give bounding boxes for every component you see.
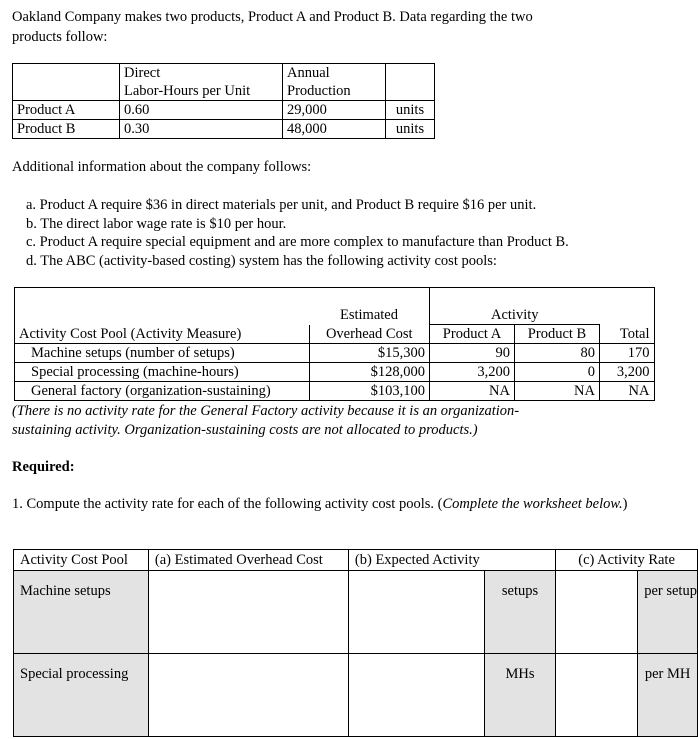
intro-text: [12, 7, 612, 47]
header-direct-labor: [120, 64, 283, 101]
table-header-row: [13, 64, 435, 101]
table-row: [13, 101, 435, 120]
pool-product-b: 0: [515, 363, 600, 382]
organization-sustaining-note: [12, 402, 612, 440]
header-estimated: [309, 288, 430, 325]
pool-cost: $128,000: [309, 363, 430, 382]
intro-line-1: Oakland Company makes two products, Product A and Product B. Data regarding the two: [12, 9, 533, 25]
product-unit: units: [386, 101, 435, 120]
table-row: [14, 571, 698, 654]
ws-pool-name: Machine setups: [14, 571, 149, 654]
question-1: [12, 495, 632, 514]
product-name: Product A: [13, 101, 120, 120]
ws-header-activity: (b) Expected Activity: [348, 550, 555, 571]
header-empty-cell: [13, 64, 120, 101]
note-line-1: (There is no activity rate for the General Factory activity because it is an organization-: [12, 403, 520, 419]
header-overhead-cost: Overhead Cost: [309, 325, 430, 344]
table-header-row: [15, 325, 655, 344]
pool-product-a: 90: [430, 344, 515, 363]
table-header-row: [15, 288, 655, 325]
table-header-row: [14, 550, 698, 571]
table-row: [15, 363, 655, 382]
product-production: 29,000: [283, 101, 386, 120]
activity-cost-pool-table: [14, 287, 655, 401]
table-row: [15, 344, 655, 363]
list-item: c. Product A require special equipment and are more complex to manufacture than Product B.: [26, 234, 569, 250]
product-unit: units: [386, 120, 435, 139]
pool-cost: $103,100: [309, 382, 430, 401]
header-direct-line1: Direct: [124, 65, 161, 81]
additional-info-list: [26, 196, 569, 270]
ws-rate-unit: per MH: [638, 654, 698, 737]
table-row: [13, 120, 435, 139]
pool-product-b: NA: [515, 382, 600, 401]
ws-overhead-input[interactable]: [148, 654, 348, 737]
ws-rate-input[interactable]: [556, 654, 638, 737]
pool-product-b: 80: [515, 344, 600, 363]
ws-pool-name: Special processing: [14, 654, 149, 737]
header-total: Total: [600, 325, 655, 344]
note-line-2: sustaining activity. Organization-sustaining costs are not allocated to products.): [12, 422, 478, 438]
pool-product-a: 3,200: [430, 363, 515, 382]
ws-header-pool: Activity Cost Pool: [14, 550, 149, 571]
header-activity-label: Activity: [490, 307, 539, 323]
required-heading: Required:: [12, 459, 75, 475]
pool-total: 3,200: [600, 363, 655, 382]
list-item: b. The direct labor wage rate is $10 per hour.: [26, 215, 287, 232]
list-item: d. The ABC (activity-based costing) system has the following activity cost pools:: [26, 252, 497, 269]
ws-header-rate: (c) Activity Rate: [556, 550, 698, 571]
pool-name: General factory (organization-sustaining): [15, 382, 310, 401]
question-close: ): [622, 496, 628, 512]
header-product-b: Product B: [515, 325, 600, 344]
activity-rate-worksheet: [13, 549, 698, 737]
ws-activity-unit: MHs: [484, 654, 555, 737]
header-annual-line1: Annual: [287, 65, 330, 81]
header-direct-line2: Labor-Hours per Unit: [124, 83, 251, 99]
table-row: [14, 654, 698, 737]
ws-overhead-input[interactable]: [148, 571, 348, 654]
header-product-a: Product A: [430, 325, 515, 344]
pool-total: NA: [628, 383, 650, 399]
header-annual-line2: Production: [287, 83, 351, 99]
header-empty: [15, 288, 310, 325]
additional-info-heading: Additional information about the company follows:: [12, 159, 312, 175]
ws-rate-input[interactable]: [556, 571, 638, 654]
pool-cost: $15,300: [309, 344, 430, 363]
header-empty-total: [600, 288, 655, 325]
question-italic: Complete the worksheet below.: [442, 496, 623, 512]
header-annual-production: [283, 64, 386, 101]
ws-activity-input[interactable]: [348, 571, 484, 654]
header-estimated-line1: Estimated: [340, 307, 398, 323]
product-production: 48,000: [283, 120, 386, 139]
header-activity: [430, 288, 600, 325]
ws-rate-unit: per setup: [638, 571, 698, 654]
pool-name: Machine setups (number of setups): [15, 344, 310, 363]
table-row: [15, 382, 655, 401]
ws-header-overhead: (a) Estimated Overhead Cost: [148, 550, 348, 571]
product-dlh: 0.30: [120, 120, 283, 139]
pool-product-a: NA: [430, 382, 515, 401]
product-name: Product B: [13, 120, 120, 139]
header-unit-empty: [386, 64, 435, 101]
pool-name: Special processing (machine-hours): [15, 363, 310, 382]
intro-line-2: products follow:: [12, 29, 108, 45]
question-text: 1. Compute the activity rate for each of the following activity cost pools. (: [12, 496, 443, 512]
header-pool: Activity Cost Pool (Activity Measure): [15, 325, 310, 344]
ws-activity-unit: setups: [484, 571, 555, 654]
product-dlh: 0.60: [120, 101, 283, 120]
product-data-table: [12, 63, 435, 139]
ws-activity-input[interactable]: [348, 654, 484, 737]
list-item: a. Product A require $36 in direct materials per unit, and Product B require $16 per unit.: [26, 197, 537, 213]
pool-total: 170: [600, 344, 655, 363]
